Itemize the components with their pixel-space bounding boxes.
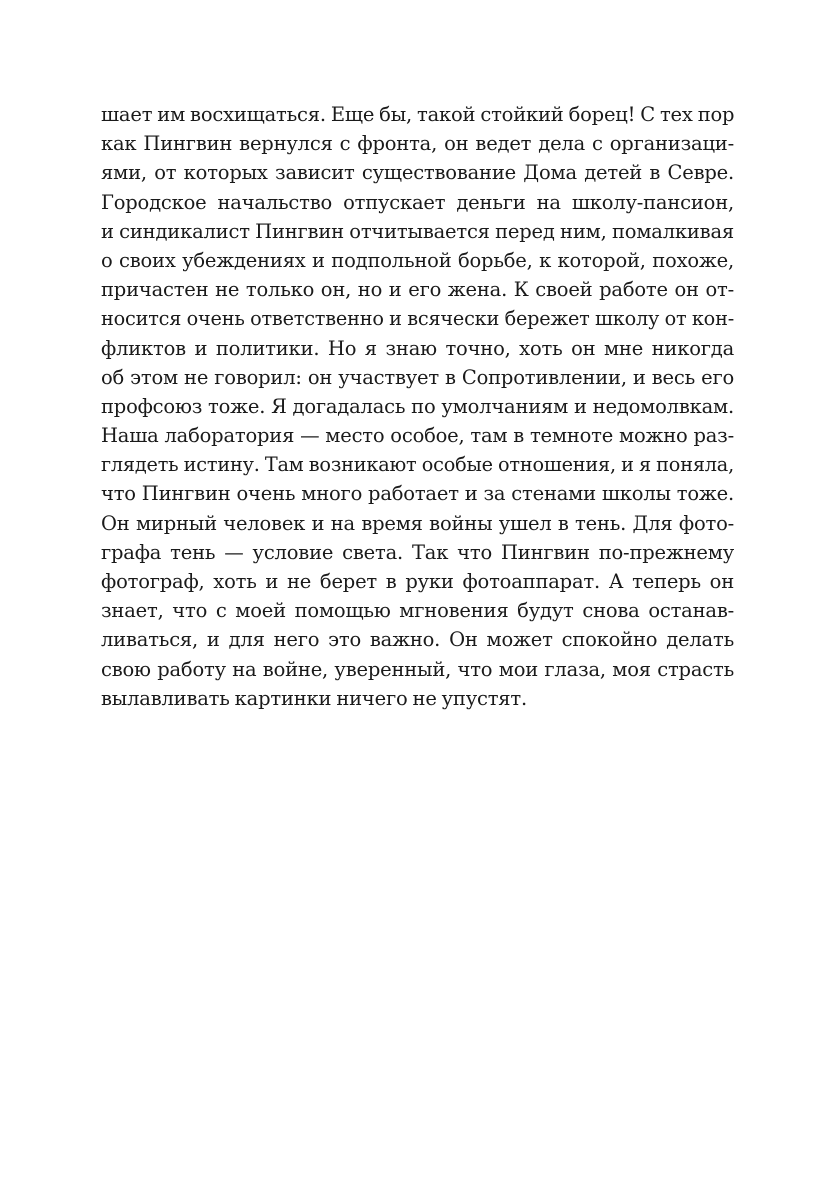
text-line: ями, от которых зависит существование Дома детей в Севре. [101,161,734,185]
text-line: фликтов и политики. Но я знаю точно, хоть он мне никогда [101,336,734,360]
text-line: шает им восхищаться. Еще бы, такой стойкий борец! С тех пор [101,103,735,126]
text-line: об этом не говорил: он участвует в Сопротивлении, и весь его [101,365,734,389]
text-line: глядеть истину. Там возникают особые отношения, и я поняла, [101,453,734,477]
text-line: знает, что с моей помощью мгновения будут снова останав- [101,599,734,623]
body-text [101,100,734,713]
text-line: Городское начальство отпускает деньги на школу-пансион, [101,190,734,214]
text-line: профсоюз тоже. Я догадалась по умолчаниям и недомолвкам. [101,394,734,418]
text-line: как Пингвин вернулся с фронта, он ведет дела с организаци- [101,132,734,156]
text-line: свою работу на войне, уверенный, что мои глаза, моя страсть [101,657,734,681]
text-line: Он мирный человек и на время войны ушел в тень. Для фото- [101,511,734,535]
text-line: о своих убеждениях и подпольной борьбе, к которой, похоже, [101,248,734,272]
text-line: и синдикалист Пингвин отчитывается перед ним, помалкивая [101,219,734,243]
text-line: вылавливать картинки ничего не упустят. [101,686,527,710]
text-line: фотограф, хоть и не берет в руки фотоаппарат. А теперь он [101,570,734,593]
text-line: причастен не только он, но и его жена. К своей работе он от- [101,278,734,302]
text-line: носится очень ответственно и всячески бережет школу от кон- [101,307,734,331]
text-line: ливаться, и для него это важно. Он может спокойно делать [101,628,734,652]
text-line: графа тень — условие света. Так что Пингвин по-прежнему [101,540,734,564]
text-line: Наша лаборатория — место особое, там в темноте можно раз- [101,424,734,448]
text-line: что Пингвин очень много работает и за стенами школы тоже. [101,482,734,506]
